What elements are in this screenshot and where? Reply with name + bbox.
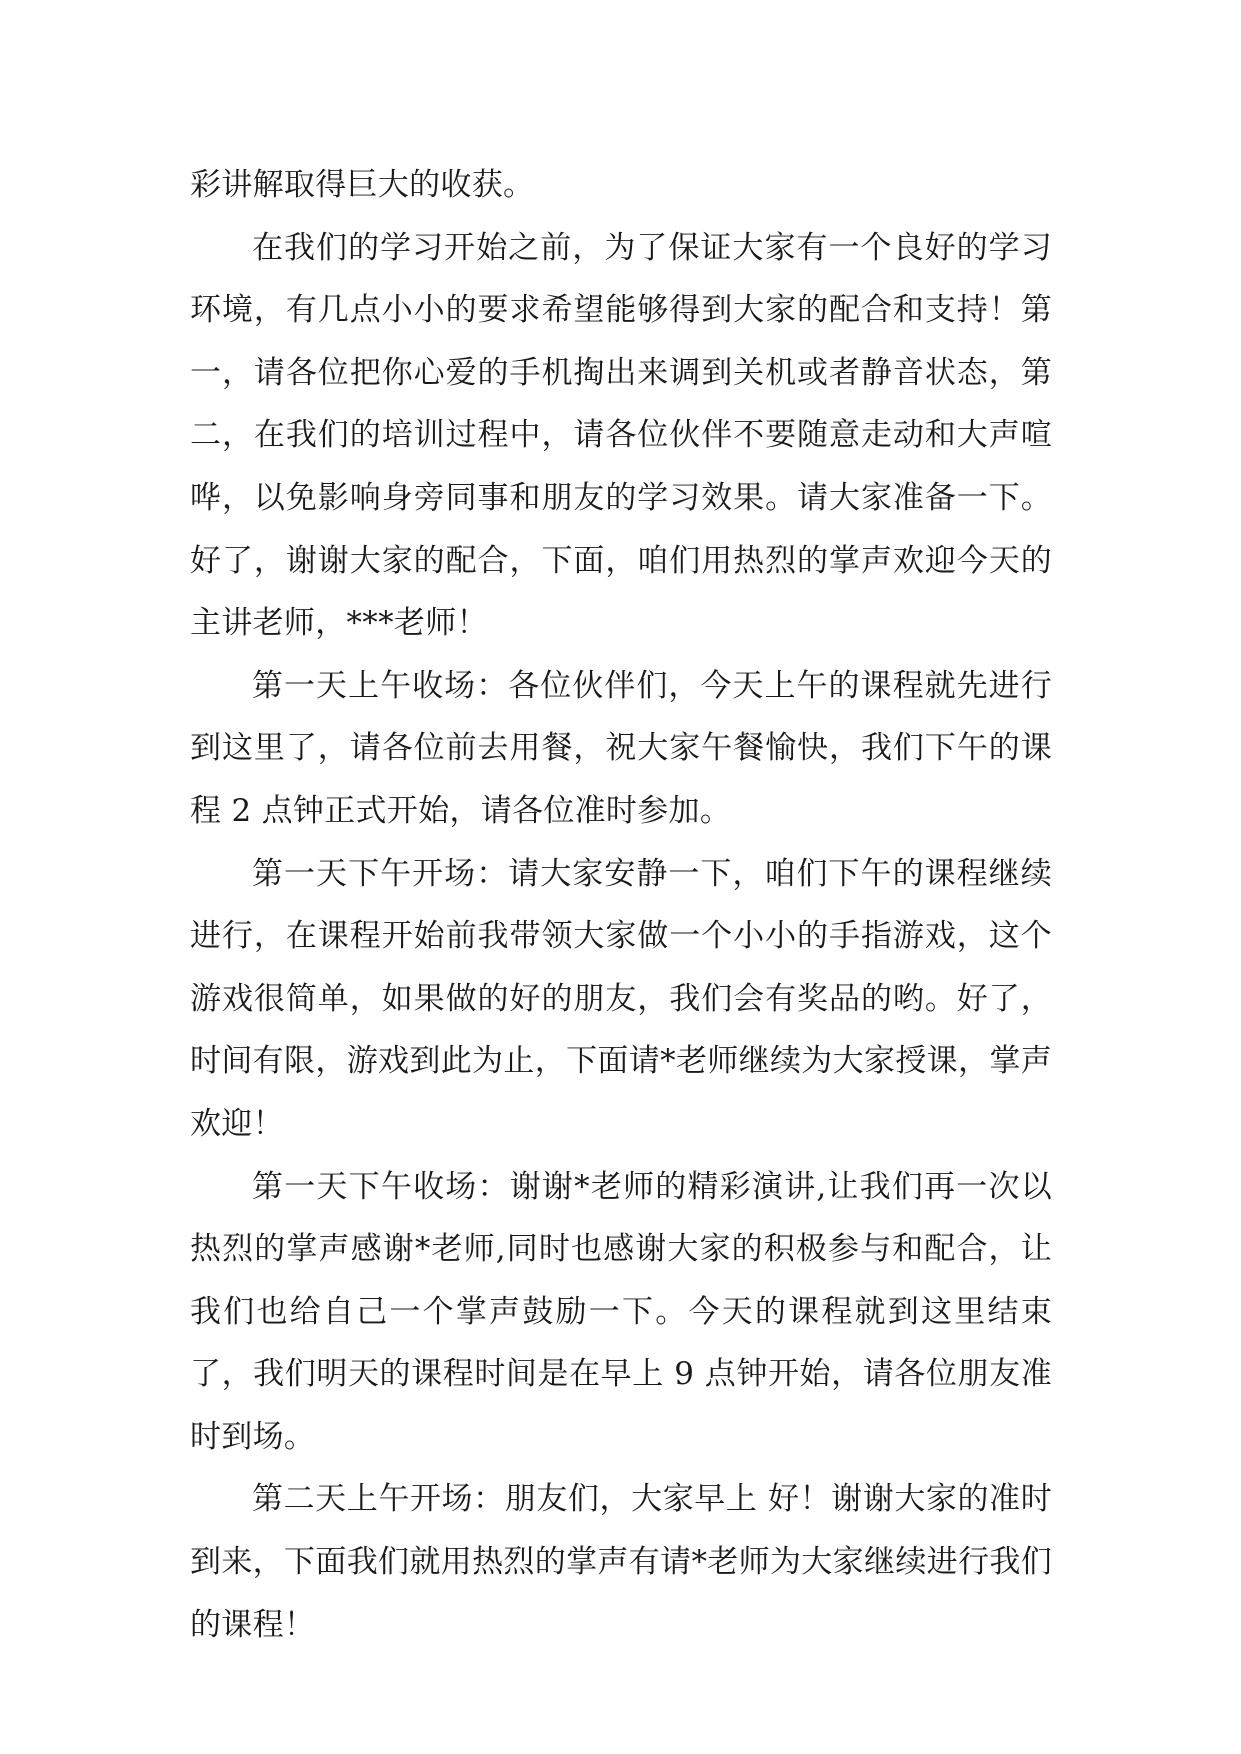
- paragraph-day2-morning-open: 第二天上午开场：朋友们，大家早上 好！谢谢大家的准时到来，下面我们就用热烈的掌声有请*老师为大家继续进行我们的课程！: [190, 1481, 1052, 1643]
- paragraph-day1-afternoon-open: 第一天下午开场：请大家安静一下，咱们下午的课程继续进行，在课程开始前我带领大家做一个小小的手指游戏，这个游戏很简单，如果做的好的朋友，我们会有奖品的哟。好了，时间有限，游戏到此为止，下面请*老师继续为大家授课，掌声欢迎！: [190, 855, 1052, 1142]
- document-body: [190, 154, 1052, 1656]
- paragraph-day1-afternoon-close: 第一天下午收场：谢谢*老师的精彩演讲,让我们再一次以热烈的掌声感谢*老师,同时也感谢大家的积极参与和配合，让我们也给自己一个掌声鼓励一下。今天的课程就到这里结束了，我们明天的课程时间是在早上 9 点钟开始，请各位朋友准时到场。: [190, 1168, 1052, 1455]
- paragraph-day1-morning-close: 第一天上午收场：各位伙伴们，今天上午的课程就先进行到这里了，请各位前去用餐，祝大家午餐愉快，我们下午的课程 2 点钟正式开始，请各位准时参加。: [190, 667, 1052, 829]
- paragraph-opening-rules: 在我们的学习开始之前，为了保证大家有一个良好的学习环境，有几点小小的要求希望能够得到大家的配合和支持！第一，请各位把你心爱的手机掏出来调到关机或者静音状态，第二，在我们的培训过程中，请各位伙伴不要随意走动和大声喧哗，以免影响身旁同事和朋友的学习效果。请大家准备一下。好了，谢谢大家的配合，下面，咱们用热烈的掌声欢迎今天的主讲老师，***老师！: [190, 229, 1052, 642]
- paragraph-continuation: 彩讲解取得巨大的收获。: [190, 167, 535, 203]
